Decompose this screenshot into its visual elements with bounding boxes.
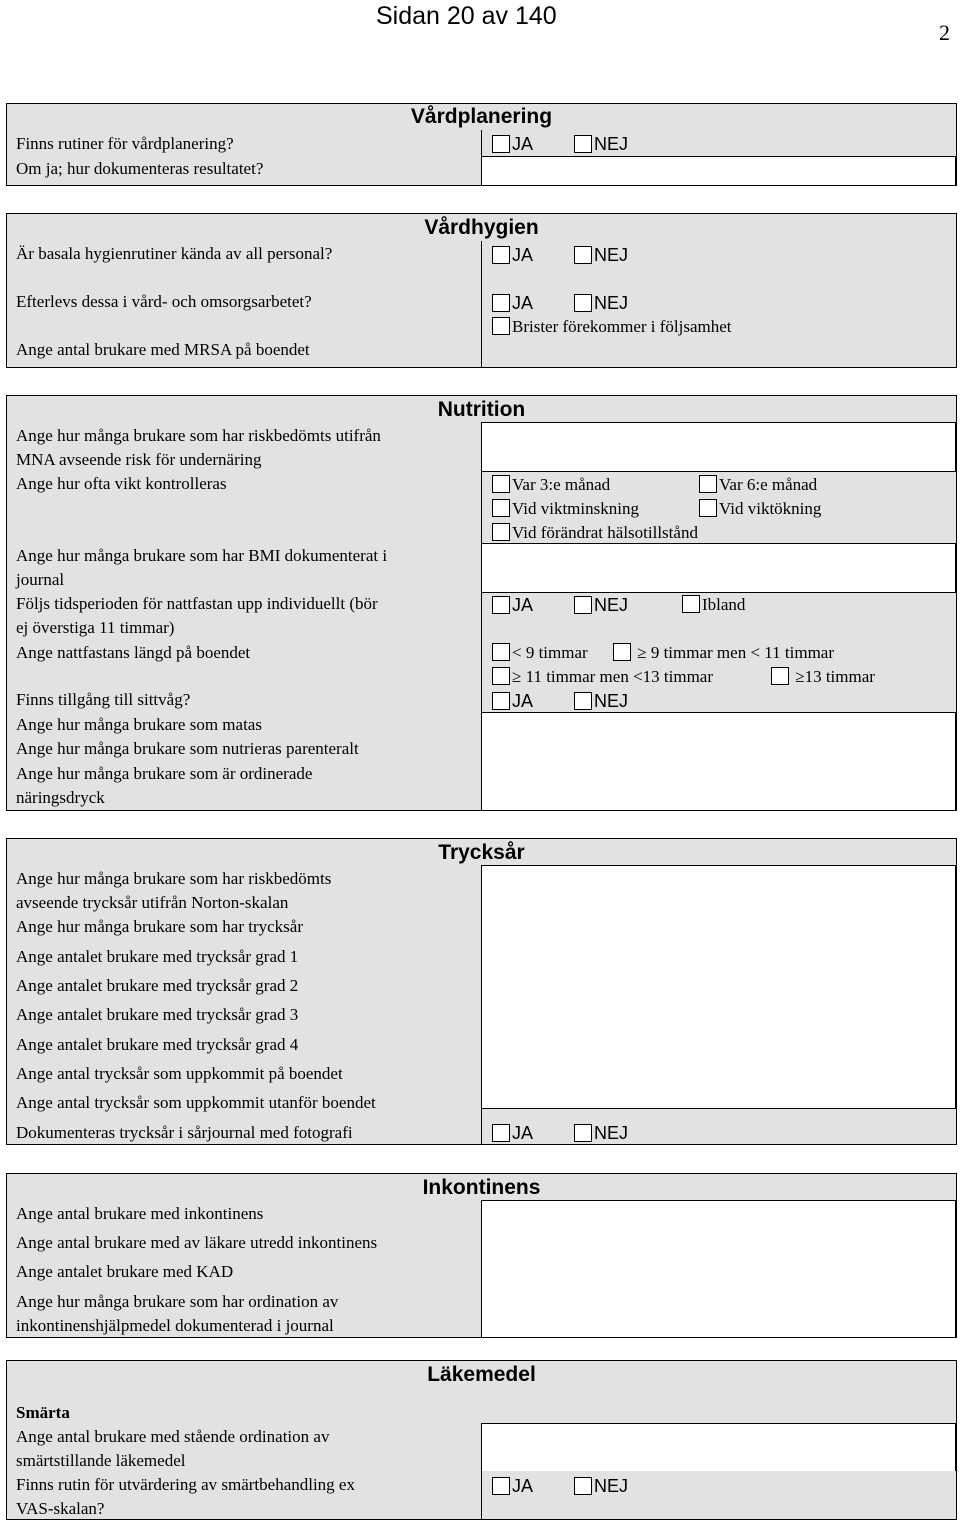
question: Ange antal brukare med av läkare utredd inkontinens — [16, 1233, 378, 1252]
checkbox[interactable] — [574, 294, 592, 312]
checkbox[interactable] — [574, 692, 592, 710]
section-trycksar — [6, 838, 957, 1145]
checkbox[interactable] — [492, 475, 510, 493]
question: Ange antalet brukare med trycksår grad 4 — [16, 1035, 299, 1054]
question: Ange hur många brukare som har BMI dokumenterat i journal — [16, 546, 388, 589]
question: Finns rutiner för vårdplanering? — [16, 134, 234, 153]
question: Ange antal trycksår som uppkommit på boendet — [16, 1064, 343, 1083]
section-title: Vårdplanering — [410, 105, 553, 128]
checkbox[interactable] — [682, 595, 700, 613]
question: Ange antal brukare med MRSA på boendet — [16, 340, 310, 359]
question: Ange antalet brukare med trycksår grad 1 — [16, 947, 299, 966]
yes-option[interactable]: JA — [492, 1475, 533, 1498]
question: Ange antal brukare med stående ordination av smärtstillande läkemedel — [16, 1427, 330, 1470]
yes-option[interactable]: JA — [492, 133, 533, 156]
answer-box[interactable] — [481, 1423, 956, 1473]
question: Ange antalet brukare med KAD — [16, 1262, 234, 1281]
option[interactable]: < 9 timmar — [492, 642, 588, 664]
question: Är basala hygienrutiner kända av all personal? — [16, 244, 333, 263]
question: Ange hur många brukare som har riskbedömts utifrån MNA avseende risk för undernäring — [16, 426, 381, 469]
checkbox[interactable] — [492, 667, 510, 685]
page-header: Sidan 20 av 140 — [376, 2, 557, 30]
section-title: Vårdhygien — [424, 216, 539, 239]
checkbox[interactable] — [574, 135, 592, 153]
checkbox[interactable] — [699, 475, 717, 493]
answer-box[interactable] — [481, 1200, 956, 1338]
section-vardhygien — [6, 213, 957, 368]
question: Ange antal brukare med inkontinens — [16, 1204, 264, 1223]
yes-option[interactable]: JA — [492, 1122, 533, 1145]
no-option[interactable]: NEJ — [574, 292, 628, 315]
checkbox[interactable] — [771, 667, 789, 685]
question: Ange antalet brukare med trycksår grad 3 — [16, 1005, 299, 1024]
question: Följs tidsperioden för nattfastan upp individuellt (bör ej överstiga 11 timmar) — [16, 594, 378, 637]
question: Dokumenteras trycksår i sårjournal med fotografi — [16, 1123, 353, 1142]
question: Ange hur många brukare som är ordinerade näringsdryck — [16, 764, 313, 807]
no-option[interactable]: NEJ — [574, 244, 628, 267]
question: Ange hur många brukare som har trycksår — [16, 917, 304, 936]
question: Ange hur många brukare som nutrieras parenteralt — [16, 739, 359, 758]
answer-box[interactable] — [481, 543, 956, 593]
section-lakemedel — [6, 1360, 957, 1520]
checkbox[interactable] — [492, 135, 510, 153]
option[interactable]: ≥ 9 timmar men < 11 timmar — [613, 642, 834, 664]
answer-box[interactable] — [481, 712, 956, 811]
answer-column — [481, 1471, 956, 1519]
question: Ange hur ofta vikt kontrolleras — [16, 474, 227, 493]
question: Finns tillgång till sittvåg? — [16, 690, 191, 709]
checkbox[interactable] — [492, 596, 510, 614]
answer-box[interactable] — [481, 865, 956, 1109]
question: Efterlevs dessa i vård- och omsorgsarbetet? — [16, 292, 312, 311]
question: Ange antal trycksår som uppkommit utanför boendet — [16, 1093, 376, 1112]
checkbox[interactable] — [492, 294, 510, 312]
no-option[interactable]: NEJ — [574, 1122, 628, 1145]
checkbox[interactable] — [492, 1477, 510, 1495]
section-title: Nutrition — [437, 398, 526, 421]
option-brister[interactable]: Brister förekommer i följsamhet — [492, 316, 732, 338]
checkbox[interactable] — [492, 523, 510, 541]
no-option[interactable]: NEJ — [574, 1475, 628, 1498]
checkbox[interactable] — [613, 643, 631, 661]
question: Ange hur många brukare som har riskbedömts avseende trycksår utifrån Norton-skalan — [16, 869, 332, 912]
sometimes-option[interactable]: Ibland — [682, 594, 745, 616]
section-nutrition — [6, 395, 957, 811]
checkbox[interactable] — [492, 692, 510, 710]
answer-box[interactable] — [481, 156, 956, 186]
question: Ange hur många brukare som har ordination av inkontinenshjälpmedel dokumenterad i journal — [16, 1292, 339, 1335]
question: Ange hur många brukare som matas — [16, 715, 262, 734]
option[interactable]: Vid viktminskning — [492, 498, 639, 520]
no-option[interactable]: NEJ — [574, 133, 628, 156]
option[interactable]: ≥13 timmar — [771, 666, 875, 688]
checkbox[interactable] — [574, 1477, 592, 1495]
checkbox[interactable] — [492, 317, 510, 335]
option[interactable]: ≥ 11 timmar men <13 timmar — [492, 666, 713, 688]
section-inkontinens — [6, 1173, 957, 1338]
option[interactable]: Vid förändrat hälsotillstånd — [492, 522, 698, 544]
checkbox[interactable] — [492, 1124, 510, 1142]
answer-box[interactable] — [481, 422, 956, 472]
option[interactable]: Var 3:e månad — [492, 474, 610, 496]
yes-option[interactable]: JA — [492, 244, 533, 267]
checkbox[interactable] — [574, 1124, 592, 1142]
yes-option[interactable]: JA — [492, 292, 533, 315]
subheading: Smärta — [16, 1403, 70, 1422]
section-title: Inkontinens — [422, 1176, 541, 1199]
checkbox[interactable] — [492, 499, 510, 517]
option[interactable]: Var 6:e månad — [699, 474, 817, 496]
yes-option[interactable]: JA — [492, 690, 533, 713]
no-option[interactable]: NEJ — [574, 690, 628, 713]
answer-column — [481, 1109, 956, 1144]
question: Ange antalet brukare med trycksår grad 2 — [16, 976, 299, 995]
answer-column — [481, 241, 956, 367]
question: Finns rutin för utvärdering av smärtbehandling ex VAS-skalan? — [16, 1475, 355, 1518]
section-title: Trycksår — [438, 841, 525, 864]
checkbox[interactable] — [492, 246, 510, 264]
yes-option[interactable]: JA — [492, 594, 533, 617]
page-number: 2 — [939, 20, 950, 45]
option[interactable]: Vid viktökning — [699, 498, 821, 520]
checkbox[interactable] — [574, 246, 592, 264]
checkbox[interactable] — [574, 596, 592, 614]
section-vardplanering — [6, 103, 957, 186]
no-option[interactable]: NEJ — [574, 594, 628, 617]
question: Om ja; hur dokumenteras resultatet? — [16, 159, 264, 178]
section-title: Läkemedel — [427, 1363, 536, 1386]
question: Ange nattfastans längd på boendet — [16, 643, 251, 662]
checkbox[interactable] — [492, 643, 510, 661]
checkbox[interactable] — [699, 499, 717, 517]
